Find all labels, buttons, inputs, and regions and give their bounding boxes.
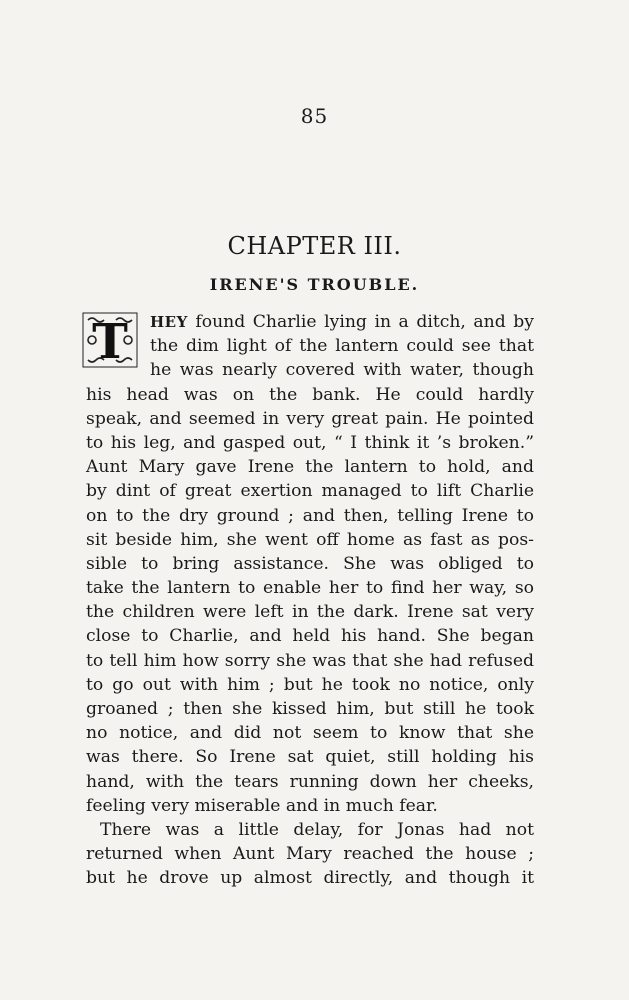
text-line: but he drove up almost directly, and though it [86,868,534,889]
page-number: 85 [300,104,329,128]
line-text: found Charlie lying in a ditch, and by [187,312,534,332]
text-line: he was nearly covered with water, though [150,360,534,381]
text-line: to go out with him ; but he took no notice, only [86,674,534,695]
text-line: feeling very miserable and in much fear. [86,795,438,816]
text-line: the dim light of the lantern could see that [150,336,534,357]
text-line: sit beside him, she went off home as fast as pos- [86,529,534,550]
text-line: to his leg, and gasped out, “ I think it ’s broken.” [86,432,534,453]
text-line [86,310,534,334]
text-line: close to Charlie, and held his hand. She began [86,626,534,647]
text-line: his head was on the bank. He could hardly [86,384,534,405]
text-line: groaned ; then she kissed him, but still he took [86,699,534,719]
text-line: hand, with the tears running down her cheeks, [86,771,534,792]
text-line: was there. So Irene sat quiet, still holding his [86,747,534,768]
text-line: take the lantern to enable her to find her way, so [86,578,534,599]
drop-cap-ornament [82,312,138,368]
text-line: sible to bring assistance. She was obliged to [86,553,534,574]
text-line: There was a little delay, for Jonas had not [100,819,534,840]
text-line: on to the dry ground ; and then, telling Irene to [86,505,534,526]
text-line: to tell him how sorry she was that she had refused [86,650,534,671]
chapter-title: CHAPTER III. [227,232,402,260]
text-line: Aunt Mary gave Irene the lantern to hold, and [86,457,534,478]
text-line: by dint of great exertion managed to lift Charlie [86,481,534,502]
text-line: speak, and seemed in very great pain. He pointed [86,408,534,429]
body-text [86,310,534,891]
first-word-rest: HEY [150,313,188,331]
chapter-subtitle: IRENE'S TROUBLE. [209,275,420,294]
text-line: no notice, and did not seem to know that she [86,723,534,744]
drop-cap-letter: T [92,314,128,368]
text-line: returned when Aunt Mary reached the house ; [86,844,534,865]
text-line: the children were left in the dark. Irene sat very [86,602,534,623]
